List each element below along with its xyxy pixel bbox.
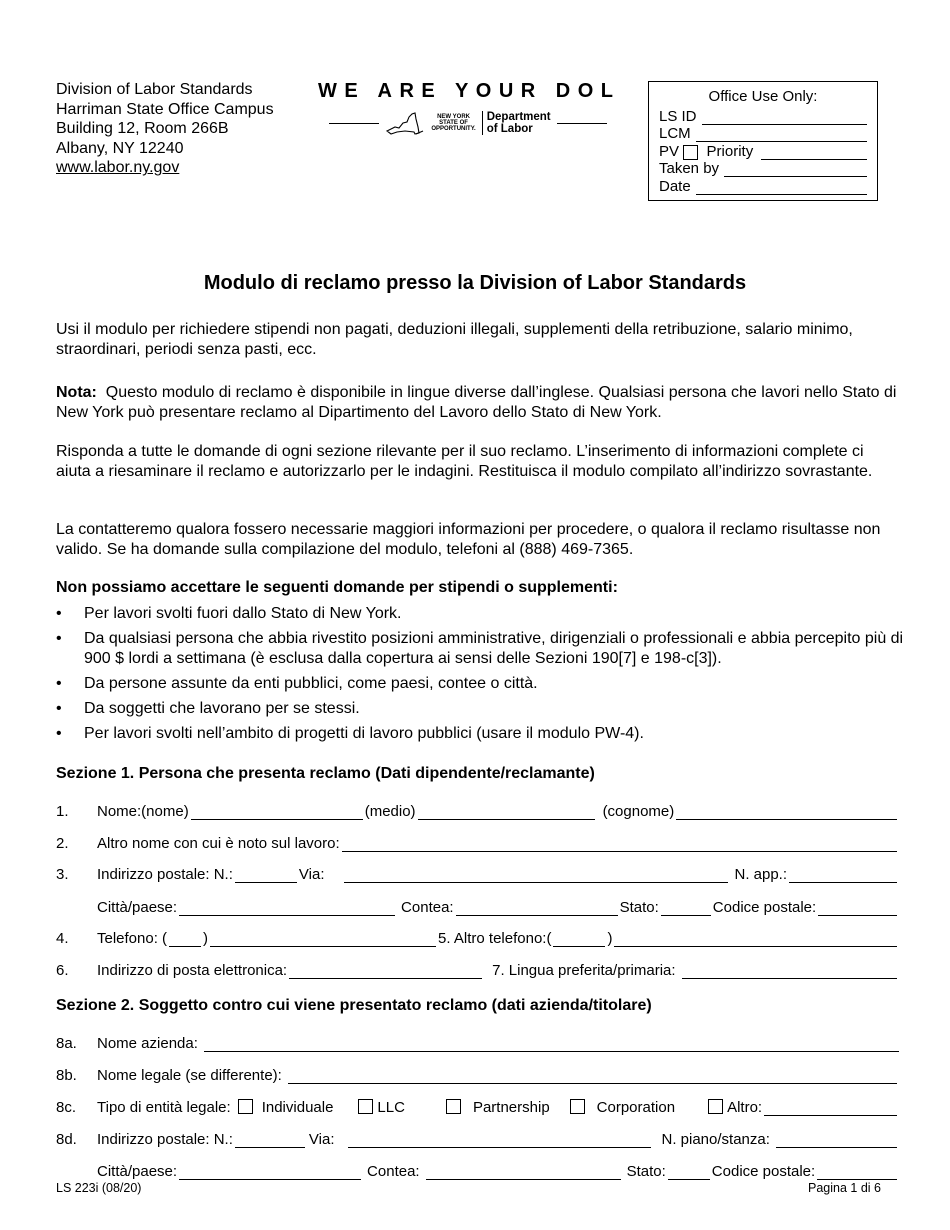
company-street-label: Via: bbox=[308, 1131, 335, 1148]
company-city-field[interactable] bbox=[179, 1165, 361, 1180]
county-field[interactable] bbox=[456, 901, 618, 916]
county-label: Contea: bbox=[401, 899, 454, 916]
row-company-city bbox=[56, 1160, 899, 1180]
company-number-field[interactable] bbox=[235, 1133, 305, 1148]
other-checkbox[interactable] bbox=[708, 1099, 723, 1114]
state-label: Stato: bbox=[619, 899, 659, 916]
email-label: Indirizzo di posta elettronica: bbox=[97, 962, 288, 979]
address-line: Albany, NY 12240 bbox=[56, 139, 184, 157]
section-2-heading: Sezione 2. Soggetto contro cui viene presentato reclamo (dati azienda/titolare) bbox=[56, 997, 652, 1014]
intro-paragraph: Usi il modulo per richiedere stipendi non pagati, deduzioni illegali, supplementi della retribuzione, salario minimo, straordinari, periodi senza pasti, ecc. bbox=[56, 321, 853, 358]
alt-phone-field[interactable] bbox=[614, 932, 897, 947]
first-name-label: Nome:(nome) bbox=[97, 803, 189, 820]
dept-line: of Labor bbox=[486, 123, 533, 135]
zip-field[interactable] bbox=[818, 901, 897, 916]
last-name-field[interactable] bbox=[676, 805, 897, 820]
ny-line: STATE OF bbox=[439, 120, 468, 126]
alt-phone-label: 5. Altro telefono:( bbox=[438, 930, 552, 947]
dept-line: Department bbox=[486, 111, 551, 123]
page-number: Pagina 1 di 6 bbox=[808, 1181, 881, 1195]
ls-id-label: LS ID bbox=[659, 107, 697, 125]
list-item: • Da soggetti che lavorano per se stessi. bbox=[56, 699, 906, 719]
alt-area-code-field[interactable] bbox=[553, 932, 605, 947]
corporation-checkbox[interactable] bbox=[570, 1099, 585, 1114]
page-title: Modulo di reclamo presso la Division of Labor Standards bbox=[203, 272, 747, 294]
row-address bbox=[56, 863, 899, 883]
address-line: Division of Labor Standards bbox=[56, 81, 253, 98]
other-entity-field[interactable] bbox=[764, 1101, 897, 1116]
corporation-label: Corporation bbox=[596, 1099, 676, 1116]
date-field[interactable] bbox=[696, 181, 867, 195]
row-entity-type bbox=[56, 1096, 899, 1116]
company-name-field[interactable] bbox=[204, 1037, 899, 1052]
row-number: 3. bbox=[56, 866, 69, 883]
llc-checkbox[interactable] bbox=[358, 1099, 373, 1114]
legal-name-label: Nome legale (se differente): bbox=[97, 1067, 282, 1084]
office-use-box bbox=[648, 81, 878, 201]
middle-name-field[interactable] bbox=[418, 805, 595, 820]
row-phone bbox=[56, 927, 899, 947]
area-code-field[interactable] bbox=[169, 932, 201, 947]
other-name-field[interactable] bbox=[342, 837, 897, 852]
company-name-label: Nome azienda: bbox=[97, 1035, 198, 1052]
company-state-field[interactable] bbox=[668, 1165, 710, 1180]
individual-checkbox[interactable] bbox=[238, 1099, 253, 1114]
row-number: 6. bbox=[56, 962, 69, 979]
new-york-state-icon bbox=[385, 109, 425, 137]
floor-label: N. piano/stanza: bbox=[661, 1131, 770, 1148]
agency-address bbox=[56, 80, 274, 178]
ls-id-field[interactable] bbox=[702, 111, 867, 125]
note-text: Questo modulo di reclamo è disponibile in lingue diverse dall’inglese. Qualsiasi persona che lavori nello Stato di New York può presentare reclamo al Dipartimento del Lavoro dello Stato di New York. bbox=[56, 384, 897, 421]
company-zip-field[interactable] bbox=[817, 1165, 897, 1180]
ny-wordmark bbox=[431, 114, 475, 132]
exclusions-heading: Non possiamo accettare le seguenti domande per stipendi o supplementi: bbox=[56, 579, 618, 596]
city-label: Città/paese: bbox=[97, 899, 178, 916]
ny-line: OPPORTUNITY. bbox=[431, 126, 476, 132]
exclusions-list bbox=[56, 604, 906, 749]
company-number-label: Indirizzo postale: N.: bbox=[97, 1131, 233, 1148]
language-field[interactable] bbox=[682, 964, 897, 979]
slogan: WE ARE YOUR DOL bbox=[318, 80, 621, 102]
row-number: 8d. bbox=[56, 1131, 77, 1148]
list-item: • Per lavori svolti fuori dallo Stato di New York. bbox=[56, 604, 906, 624]
list-item: • Da qualsiasi persona che abbia rivestito posizioni amministrative, dirigenziali o professionali e abbia percepito più di 900 $ lordi a settimana (è esclusa dalla copertura ai sensi delle Sezioni 190[7] e 198-c[3]). bbox=[56, 629, 906, 668]
first-name-field[interactable] bbox=[191, 805, 363, 820]
company-county-label: Contea: bbox=[367, 1163, 420, 1180]
answer-paragraph: Risponda a tutte le domande di ogni sezione rilevante per il suo reclamo. L’inserimento di informazioni complete ci aiuta a riesaminare il reclamo e autorizzarlo per le indagini. Restituisca il modulo compilato all’indirizzo sovrastante. bbox=[56, 443, 873, 480]
divider bbox=[557, 123, 607, 124]
lcm-field[interactable] bbox=[696, 128, 867, 142]
row-number: 1. bbox=[56, 803, 69, 820]
note-label: Nota: bbox=[56, 384, 97, 401]
priority-field[interactable] bbox=[761, 146, 867, 160]
other-name-label: Altro nome con cui è noto sul lavoro: bbox=[97, 835, 340, 852]
company-city-label: Città/paese: bbox=[97, 1163, 178, 1180]
row-company bbox=[56, 1032, 901, 1052]
row-number: 8a. bbox=[56, 1035, 77, 1052]
dept-wordmark bbox=[482, 111, 551, 135]
alt-phone-paren: ) bbox=[607, 930, 613, 947]
section-1-heading: Sezione 1. Persona che presenta reclamo (Dati dipendente/reclamante) bbox=[56, 765, 595, 782]
form-id: LS 223i (08/20) bbox=[56, 1181, 142, 1195]
ny-line: NEW YORK bbox=[437, 114, 470, 120]
row-number: 8c. bbox=[56, 1099, 77, 1116]
llc-label: LLC bbox=[377, 1099, 405, 1116]
row-other-name bbox=[56, 832, 899, 852]
address-line: Building 12, Room 266B bbox=[56, 120, 229, 138]
company-state-label: Stato: bbox=[626, 1163, 666, 1180]
apartment-field[interactable] bbox=[789, 868, 897, 883]
taken-by-field[interactable] bbox=[724, 163, 867, 177]
address-number-field[interactable] bbox=[235, 868, 297, 883]
row-number: 8b. bbox=[56, 1067, 77, 1084]
row-legal-name bbox=[56, 1064, 899, 1084]
divider bbox=[329, 123, 379, 124]
date-label: Date bbox=[659, 177, 691, 195]
lcm-label: LCM bbox=[659, 125, 691, 142]
floor-field[interactable] bbox=[776, 1133, 897, 1148]
city-field[interactable] bbox=[179, 901, 395, 916]
apartment-label: N. app.: bbox=[734, 866, 788, 883]
list-item: • Per lavori svolti nell’ambito di progetti di lavoro pubblici (usare il modulo PW-4). bbox=[56, 724, 906, 744]
address-line: Harriman State Office Campus bbox=[56, 100, 274, 118]
company-county-field[interactable] bbox=[426, 1165, 621, 1180]
dol-brand bbox=[318, 80, 621, 137]
row-number: 4. bbox=[56, 930, 69, 947]
middle-name-label: (medio) bbox=[364, 803, 416, 820]
individual-label: Individuale bbox=[261, 1099, 334, 1116]
phone-paren: ) bbox=[203, 930, 209, 947]
zip-label: Codice postale: bbox=[712, 899, 817, 916]
other-label: Altro: bbox=[727, 1099, 763, 1116]
nys-logo bbox=[318, 109, 618, 137]
contact-paragraph: La contatteremo qualora fossero necessarie maggiori informazioni per procedere, o qualora il reclamo risultasse non valido. Se ha domande sulla compilazione del modulo, telefoni al (888) 469-7365. bbox=[56, 521, 881, 558]
phone-label: Telefono: ( bbox=[97, 930, 168, 947]
office-use-title: Office Use Only: bbox=[708, 88, 818, 105]
list-item: • Da persone assunte da enti pubblici, come paesi, contee o città. bbox=[56, 674, 906, 694]
pv-label: PV bbox=[659, 142, 680, 160]
company-zip-label: Codice postale: bbox=[711, 1163, 816, 1180]
partnership-checkbox[interactable] bbox=[446, 1099, 461, 1114]
street-field[interactable] bbox=[344, 868, 728, 883]
street-label: Via: bbox=[298, 866, 325, 883]
entity-type-label: Tipo di entità legale: bbox=[97, 1099, 231, 1116]
row-number: 2. bbox=[56, 835, 69, 852]
website-link[interactable]: www.labor.ny.gov bbox=[56, 159, 180, 177]
state-field[interactable] bbox=[661, 901, 711, 916]
row-name bbox=[56, 800, 899, 820]
legal-name-field[interactable] bbox=[288, 1069, 897, 1084]
priority-label: Priority bbox=[706, 142, 754, 160]
address-number-label: Indirizzo postale: N.: bbox=[97, 866, 233, 883]
row-company-address bbox=[56, 1128, 899, 1148]
pv-checkbox[interactable] bbox=[683, 145, 698, 160]
company-street-field[interactable] bbox=[348, 1133, 651, 1148]
phone-field[interactable] bbox=[210, 932, 436, 947]
email-field[interactable] bbox=[289, 964, 482, 979]
partnership-label: Partnership bbox=[472, 1099, 550, 1116]
note-paragraph bbox=[56, 383, 901, 422]
language-label: 7. Lingua preferita/primaria: bbox=[492, 962, 676, 979]
taken-by-label: Taken by bbox=[659, 160, 720, 177]
last-name-label: (cognome) bbox=[602, 803, 675, 820]
row-city bbox=[56, 896, 899, 916]
row-email bbox=[56, 959, 899, 979]
